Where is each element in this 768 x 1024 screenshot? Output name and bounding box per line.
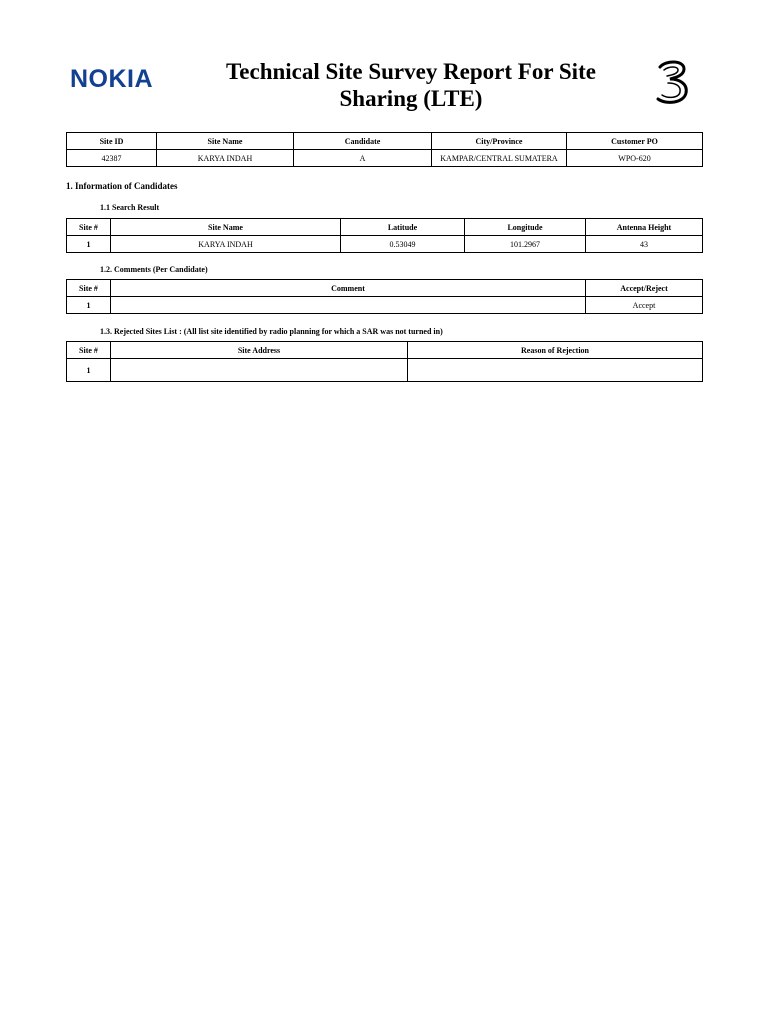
header-site-address: Site Address [111, 342, 408, 359]
cell-site-number: 1 [67, 236, 111, 253]
cell-site-name: KARYA INDAH [111, 236, 341, 253]
header-antenna-height: Antenna Height [586, 219, 703, 236]
nokia-logo: NOKIA [70, 65, 154, 93]
three-logo-icon [650, 57, 694, 107]
header-city-province: City/Province [432, 133, 567, 150]
subsection-search-title: 1.1 Search Result [100, 203, 160, 212]
table-row [67, 236, 703, 253]
cell-comment [111, 297, 586, 314]
table-header-row [67, 133, 703, 150]
report-title: Technical Site Survey Report For Site Sharing (LTE) [226, 59, 596, 111]
cell-latitude: 0.53049 [341, 236, 465, 253]
table-header-row [67, 219, 703, 236]
cell-candidate: A [294, 150, 432, 167]
table-row [67, 297, 703, 314]
cell-customer-po: WPO-620 [567, 150, 703, 167]
table-row [67, 359, 703, 382]
header-site-number: Site # [67, 280, 111, 297]
cell-site-name: KARYA INDAH [157, 150, 294, 167]
header-candidate: Candidate [294, 133, 432, 150]
header-site-name: Site Name [157, 133, 294, 150]
table-header-row [67, 280, 703, 297]
header-reason-rejection: Reason of Rejection [408, 342, 703, 359]
header-customer-po: Customer PO [567, 133, 703, 150]
header-site-id: Site ID [67, 133, 157, 150]
rejected-sites-table [66, 341, 703, 382]
header-longitude: Longitude [465, 219, 586, 236]
cell-site-id: 42387 [67, 150, 157, 167]
cell-longitude: 101.2967 [465, 236, 586, 253]
table-header-row [67, 342, 703, 359]
header-latitude: Latitude [341, 219, 465, 236]
header-site-name: Site Name [111, 219, 341, 236]
header-comment: Comment [111, 280, 586, 297]
report-header [66, 54, 702, 114]
table-row [67, 150, 703, 167]
header-site-number: Site # [67, 219, 111, 236]
cell-site-number: 1 [67, 359, 111, 382]
search-result-table [66, 218, 703, 253]
cell-antenna-height: 43 [586, 236, 703, 253]
cell-site-number: 1 [67, 297, 111, 314]
header-accept-reject: Accept/Reject [586, 280, 703, 297]
cell-city-province: KAMPAR/CENTRAL SUMATERA [432, 150, 567, 167]
cell-reason-rejection [408, 359, 703, 382]
cell-accept-reject: Accept [586, 297, 703, 314]
subsection-comments-title: 1.2. Comments (Per Candidate) [100, 265, 208, 274]
comments-table [66, 279, 703, 314]
cell-site-address [111, 359, 408, 382]
subsection-rejected-title: 1.3. Rejected Sites List : (All list site identified by radio planning for which a SAR was not turned in) [100, 327, 443, 336]
site-info-table [66, 132, 703, 167]
section-title: 1. Information of Candidates [66, 181, 178, 191]
header-site-number: Site # [67, 342, 111, 359]
